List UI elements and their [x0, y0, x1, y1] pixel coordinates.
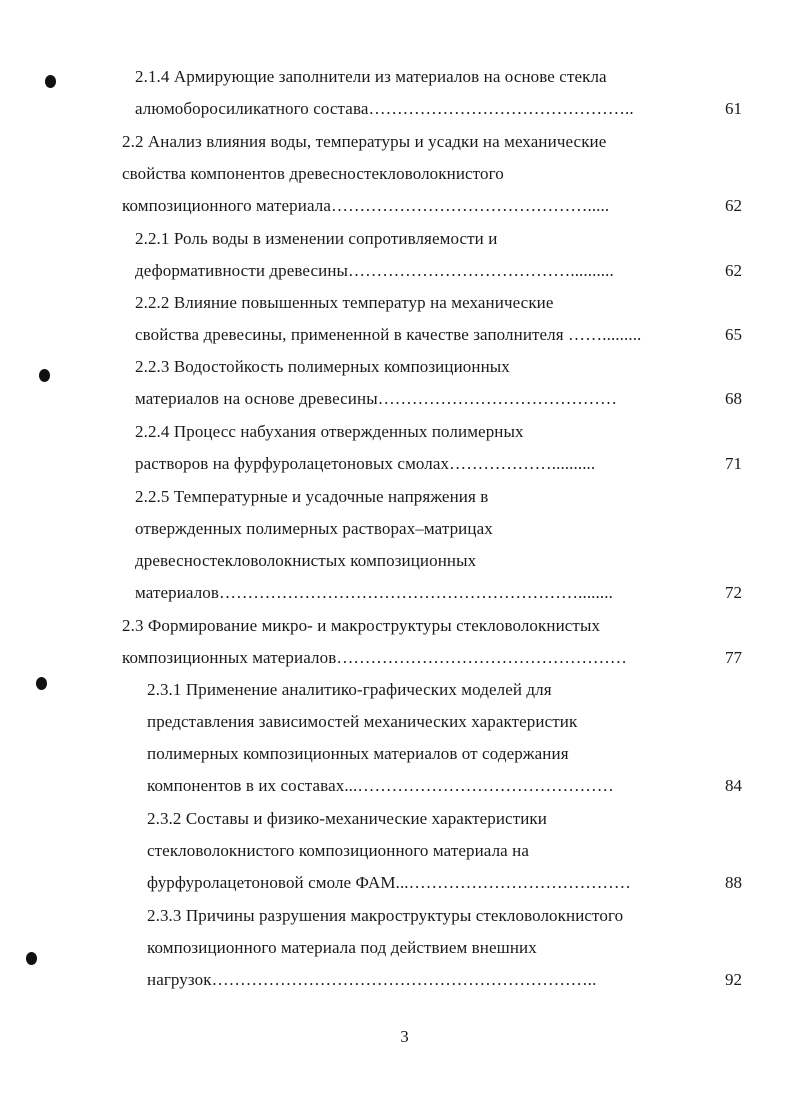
toc-entry-2-3-3-line1: 2.3.3 Причины разрушения макроструктуры стекловолокнистого: [147, 906, 624, 925]
toc-entry-2-2-line1: 2.2 Анализ влияния воды, температуры и усадки на механические: [122, 132, 607, 151]
toc-entry-2-2-5-line4: материалов………………………………………………………........: [135, 583, 613, 602]
binder-hole-mark: [45, 75, 56, 88]
toc-entry-2-2-line3: композиционного материала……………………………………….....: [122, 196, 610, 215]
toc-entry-2-2-2-line2: свойства древесины, примененной в качестве заполнителя …….........: [135, 325, 642, 344]
toc-entry-2-2-5-line1: 2.2.5 Температурные и усадочные напряжения в: [135, 487, 489, 506]
toc-entry-2-3-line2: композиционных материалов……………………………………………: [122, 648, 628, 667]
page-number: 3: [400, 1027, 409, 1046]
toc-entry-2-3-1-line2: представления зависимостей механических характеристик: [147, 712, 578, 731]
toc-entry-2-1-4-page: 61: [725, 99, 742, 118]
toc-entry-2-1-4-line1: 2.1.4 Армирующие заполнители из материалов на основе стекла: [135, 67, 607, 86]
toc-entry-2-3-1-page: 84: [725, 776, 742, 795]
toc-entry-2-2-5-line3: древесностекловолокнистых композиционных: [135, 551, 477, 570]
toc-entry-2-2-1-line1: 2.2.1 Роль воды в изменении сопротивляемости и: [135, 229, 498, 248]
toc-entry-2-2-3-line2: материалов на основе древесины……………………………………: [135, 389, 618, 408]
toc-entry-2-2-line2: свойства компонентов древесностекловолокнистого: [122, 164, 504, 183]
toc-entry-2-2-3-page: 68: [725, 389, 742, 408]
toc-entry-2-2-5-line2: отвержденных полимерных растворах–матрицах: [135, 519, 493, 538]
toc-entry-2-2-4-line1: 2.2.4 Процесс набухания отвержденных полимерных: [135, 422, 524, 441]
toc-entry-2-3-line1: 2.3 Формирование микро- и макроструктуры стекловолокнистых: [122, 616, 601, 635]
toc-entry-2-3-3-line3: нагрузок…………………………………………………………..: [147, 970, 597, 989]
binder-hole-mark: [36, 677, 47, 690]
binder-hole-mark: [26, 952, 37, 965]
toc-entry-2-3-1-line4: компонентов в их составах...………………………………………: [147, 776, 614, 795]
toc-entry-2-1-4-line2: алюмоборосиликатного состава………………………………………..: [135, 99, 634, 118]
toc-entry-2-3-1-line1: 2.3.1 Применение аналитико-графических моделей для: [147, 680, 552, 699]
toc-entry-2-3-2-line2: стекловолокнистого композиционного материала на: [147, 841, 530, 860]
toc-entry-2-3-3-line2: композиционного материала под действием внешних: [147, 938, 537, 957]
toc-entry-2-2-1-page: 62: [725, 261, 742, 280]
toc-entry-2-2-2-page: 65: [725, 325, 742, 344]
toc-entry-2-3-2-line3: фурфуролацетоновой смоле ФАМ...…………………………………: [147, 873, 631, 892]
toc-entry-2-3-1-line3: полимерных композиционных материалов от содержания: [147, 744, 569, 763]
toc-entry-2-2-3-line1: 2.2.3 Водостойкость полимерных композиционных: [135, 357, 510, 376]
toc-entry-2-2-2-line1: 2.2.2 Влияние повышенных температур на механические: [135, 293, 554, 312]
toc-entry-2-3-page: 77: [725, 648, 742, 667]
binder-hole-mark: [39, 369, 50, 382]
toc-entry-2-2-page: 62: [725, 196, 742, 215]
toc-entry-2-2-4-page: 71: [725, 454, 742, 473]
toc-entry-2-3-3-page: 92: [725, 970, 742, 989]
toc-entry-2-2-1-line2: деформативности древесины…………………………………..........: [135, 261, 614, 280]
toc-entry-2-2-5-page: 72: [725, 583, 742, 602]
toc-entry-2-2-4-line2: растворов на фурфуролацетоновых смолах………………..........: [135, 454, 596, 473]
toc-entry-2-3-2-line1: 2.3.2 Составы и физико-механические характеристики: [147, 809, 547, 828]
toc-entry-2-3-2-page: 88: [725, 873, 742, 892]
